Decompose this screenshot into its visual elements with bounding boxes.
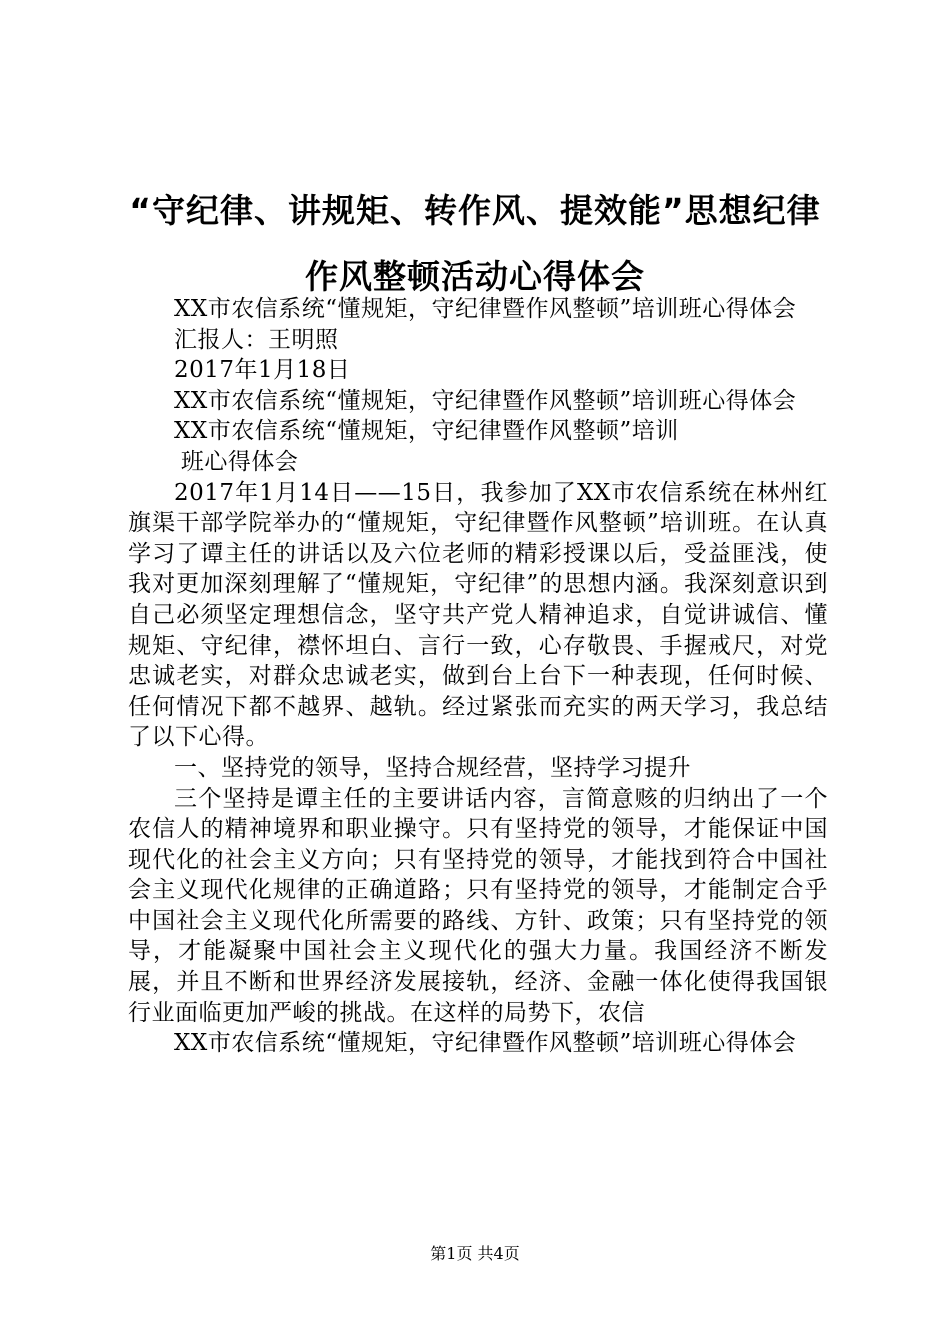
paragraph: 三个坚持是谭主任的主要讲话内容，言简意赅的归纳出了一个农信人的精神境界和职业操守。只有坚持党的领导，才能保证中国现代化的社会主义方向；只有坚持党的领导，才能找到符合中国社会主义现代化规律的正确道路；只有坚持党的领导，才能制定合乎中国社会主义现代化所需要的路线、方针、政策；只有坚持党的领导，才能凝聚中国社会主义现代化的强大力量。我国经济不断发展，并且不断和世界经济发展接轨，经济、金融一体化使得我国银行业面临更加严峻的挑战。在这样的局势下，农信: [128, 785, 828, 1026]
paragraph: 2017年1月14日——15日，我参加了XX市农信系统在林州红旗渠干部学院举办的“懂规矩，守纪律暨作风整顿”培训班。在认真学习了谭主任的讲话以及六位老师的精彩授课以后，受益匪浅，使我对更加深刻理解了“懂规矩，守纪律”的思想内涵。我深刻意识到自己必须坚定理想信念，坚守共产党人精神追求，自觉讲诚信、懂规矩、守纪律，襟怀坦白、言行一致，心存敬畏、手握戒尺，对党忠诚老实，对群众忠诚老实，做到台上台下一种表现，任何时候、任何情况下都不越界、越轨。经过紧张而充实的两天学习，我总结了以下心得。: [128, 479, 828, 751]
date-line: 2017年1月18日: [174, 357, 351, 384]
paragraph: 班心得体会: [180, 448, 299, 475]
document-title: “守纪律、讲规矩、转作风、提效能”思想纪律作风整顿活动心得体会: [129, 191, 821, 296]
paragraph: XX市农信系统“懂规矩，守纪律暨作风整顿”培训班心得体会: [174, 296, 797, 322]
page-footer: 第1页 共4页: [430, 1244, 520, 1263]
paragraph: XX市农信系统“懂规矩，守纪律暨作风整顿”培训班心得体会: [174, 1030, 797, 1057]
section-heading: 一、坚持党的领导，坚持合规经营，坚持学习提升: [174, 754, 691, 781]
paragraph: XX市农信系统“懂规矩，守纪律暨作风整顿”培训: [174, 418, 679, 445]
paragraph: XX市农信系统“懂规矩，守纪律暨作风整顿”培训班心得体会: [174, 387, 797, 414]
document-body: [128, 294, 828, 1059]
reporter-line: 汇报人：王明照: [174, 326, 339, 353]
